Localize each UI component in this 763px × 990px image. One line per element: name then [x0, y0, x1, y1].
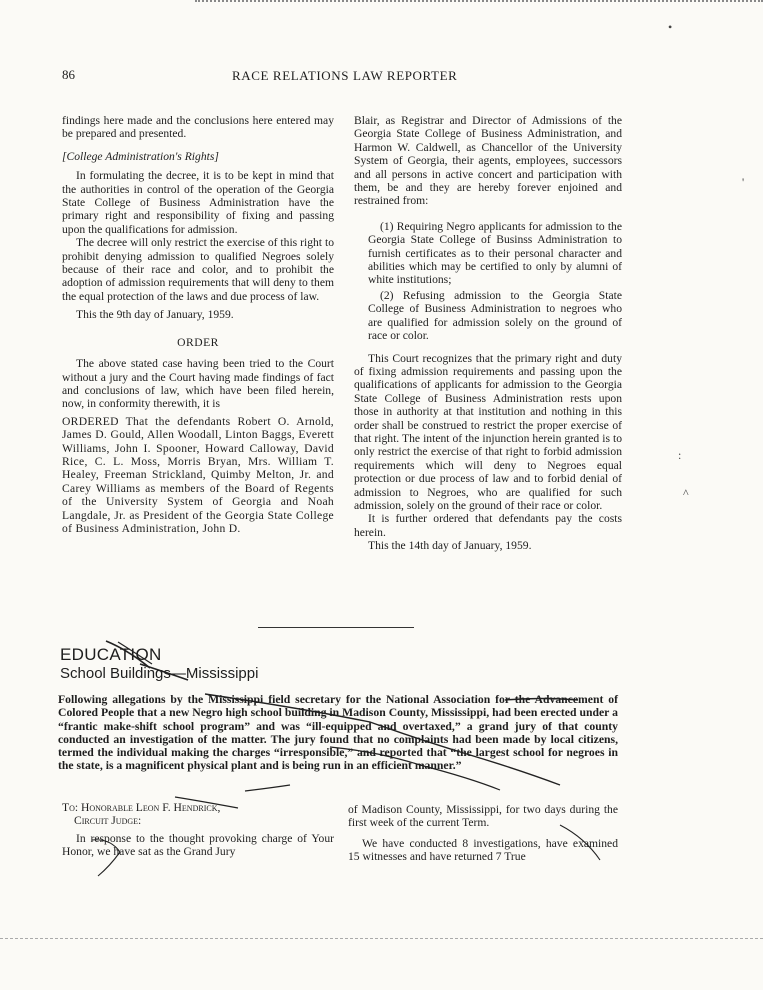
list-item-1: (1) Requiring Negro applicants for admission to the Georgia State College of Businss Administration to furnish certificates as to their personal character and abilities which may be certified to only by alumni of white institutions;	[368, 219, 622, 287]
enjoined-list	[354, 220, 622, 343]
section-subtitle: School Buildings—Mississippi	[60, 665, 259, 682]
left-paragraph-4: The above stated case having been tried to the Court without a jury and the Court having made findings of fact and conclusions of law, which have been filed herein, now, in conformity therewith, it is	[62, 357, 334, 411]
right-paragraph-3: It is further ordered that defendants pay the costs herein.	[354, 512, 622, 539]
right-column	[354, 114, 622, 553]
bottom-edge-rule	[0, 938, 763, 941]
list-item-2: (2) Refusing admission to the Georgia State College of Business Administration to negroes who are qualified for admission solely on the ground of race or color.	[368, 288, 622, 343]
right-paragraph-2: This Court recognizes that the primary right and duty of fixing admission requirements and passing upon the qualifications of applicants for admission to the Georgia State College of Business Administration rests upon those in authority at that institution and nothing in this order shall be construed to restrict the proper exercise of that right. The intent of the injunction herein granted is to only restrict the exercise of that right to forbid admission requirements which will deny to Negroes equal protection or due process of law and to forbid denial of admission to Negroes, who are qualified for such admission, solely on the ground of their race or color.	[354, 351, 622, 512]
lower-right-paragraph-1: of Madison County, Mississippi, for two days during the first week of the current Term.	[348, 803, 618, 830]
page-number: 86	[62, 67, 75, 82]
address-judge: Circuit Judge:	[74, 814, 142, 828]
margin-dot: •	[668, 20, 673, 34]
lower-right-column	[348, 803, 618, 864]
case-summary: Following allegations by the Mississippi field secretary for the National Association for the Advancement of Colored People that a new Negro high school building in Madison County, Mississippi, had been erected under a “frantic make-shift school program” and was “ill-equipped and overtaxed,” a grand jury of that county conducted an investigation of the matter. The jury found that no complaints had been made by local citizens, termed the individual making the charges “irresponsible,” and reported that “the largest school for negroes in the state, is a magnificent physical plant and is being run in an efficient manner.”	[58, 693, 618, 773]
left-paragraph-5: ORDERED That the defendants Robert O. Arnold, James D. Gould, Allen Woodall, Linton Baggs, Everett Williams, John I. Spooner, Howard Calloway, David Rice, C. L. Moss, Morris Bryan, Mrs. William T. Healey, Freeman Strickland, Quimby Melton, Jr. and Carey Williams as members of the Board of Regents of the University System of Georgia and Noah Langdale, Jr. as President of the Georgia State College of Business Administration, John D.	[62, 414, 334, 535]
left-paragraph-1: findings here made and the conclusions here entered may be prepared and presented.	[62, 114, 334, 141]
margin-dot: '	[742, 175, 745, 189]
address-to: To: Honorable Leon F. Hendrick,	[62, 801, 221, 814]
address-block	[62, 801, 322, 828]
lower-right-paragraph-2: We have conducted 8 investigations, have examined 15 witnesses and have returned 7 True	[348, 836, 618, 864]
date-line-1: This the 9th day of January, 1959.	[76, 308, 234, 322]
lower-left-paragraph: In response to the thought provoking charge of Your Honor, we have sat as the Grand Jury	[62, 832, 334, 859]
margin-dot: ^	[683, 486, 689, 500]
date-line-2: This the 14th day of January, 1959.	[368, 539, 532, 553]
left-paragraph-3: The decree will only restrict the exercise of this right to prohibit denying admission to qualified Negroes solely because of their race and color, and to prohibit the adoption of admission requirements that will deny to them the equal protection of the laws and due process of law.	[62, 236, 334, 303]
order-title: ORDER	[177, 335, 219, 349]
left-column	[62, 114, 334, 535]
section-title: EDUCATION	[60, 645, 162, 664]
section-divider	[258, 627, 414, 628]
margin-dot: :	[678, 448, 682, 462]
right-paragraph-1: Blair, as Registrar and Director of Admissions of the Georgia State College of Business Administration, and Harmon W. Caldwell, as Chancellor of the University System of Georgia, their agents, employees, successors and all persons in active concert and participation with them, be and they are hereby forever enjoined and restrained from:	[354, 114, 622, 208]
left-paragraph-2: In formulating the decree, it is to be kept in mind that the authorities in control of the operation of the Georgia State College of Business Administration have the primary right and responsibility of fixing and passing upon the qualifications for admission.	[62, 169, 334, 236]
top-edge-rule	[195, 0, 763, 5]
section-heading-rights: [College Administration's Rights]	[62, 149, 219, 163]
running-head: RACE RELATIONS LAW REPORTER	[232, 68, 458, 83]
lower-left-column	[62, 832, 334, 859]
